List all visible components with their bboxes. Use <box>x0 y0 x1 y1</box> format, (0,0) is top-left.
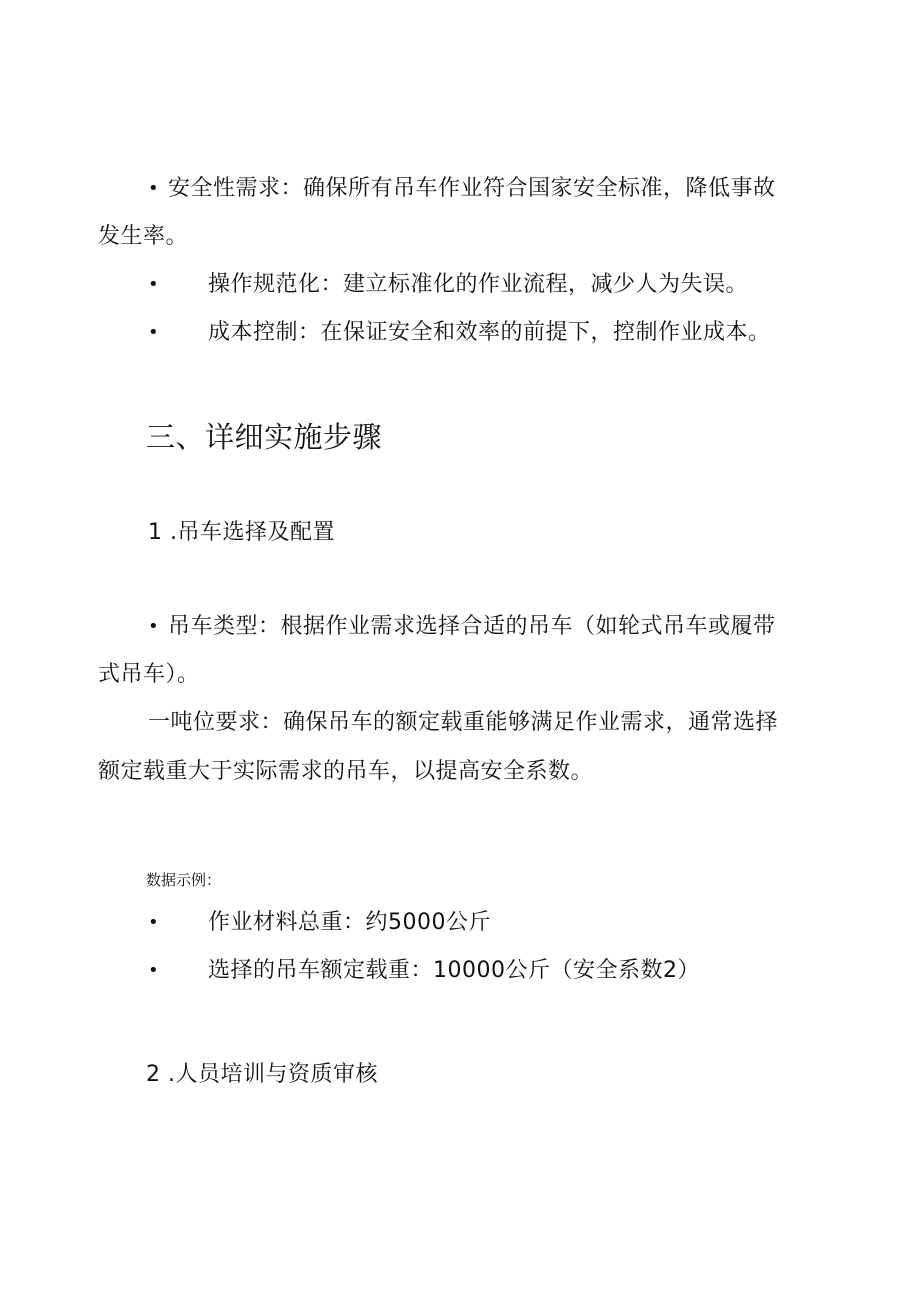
section-heading: 三、详细实施步骤 <box>146 420 383 454</box>
tonnage-line2: 额定载重大于实际需求的吊车，以提高安全系数。 <box>98 759 594 784</box>
requirement-cost-control: 成本控制：在保证安全和效率的前提下，控制作业成本。 <box>208 320 771 345</box>
bullet-dot: • <box>148 912 159 933</box>
crane-type-line2: 式吊车）。 <box>98 662 200 687</box>
bullet-dot: • <box>148 178 159 199</box>
requirement-standardization: 操作规范化：建立标准化的作业流程，减少人为失误。 <box>208 272 749 297</box>
example-item-crane-capacity: 选择的吊车额定载重：10000公斤（安全系数2） <box>208 958 700 983</box>
step1-title: 1 .吊车选择及配置 <box>148 520 335 545</box>
bullet-dot: • <box>148 616 159 637</box>
example-label: 数据示例： <box>146 871 222 889</box>
bullet-dot: • <box>148 274 159 295</box>
step2-title: 2 .人员培训与资质审核 <box>146 1062 378 1087</box>
example-item-material-weight: 作业材料总重：约5000公斤 <box>208 910 491 935</box>
bullet-dot: • <box>148 322 159 343</box>
requirement-safety-line1: 安全性需求：确保所有吊车作业符合国家安全标准，降低事故 <box>168 176 776 201</box>
tonnage-line1: 一吨位要求：确保吊车的额定载重能够满足作业需求，通常选择 <box>148 710 779 735</box>
bullet-dot: • <box>148 960 159 981</box>
crane-type-line1: 吊车类型：根据作业需求选择合适的吊车（如轮式吊车或履带 <box>168 614 776 639</box>
requirement-safety-line2: 发生率。 <box>98 224 189 249</box>
